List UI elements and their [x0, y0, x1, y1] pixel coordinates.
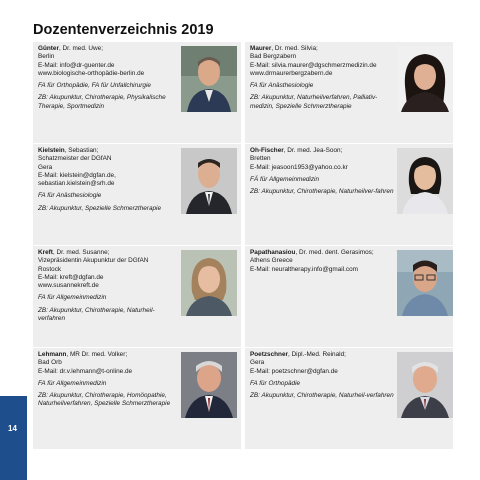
entry-zb: ZB: Akupunktur, Chirotherapie, Naturheil-verfahren — [38, 306, 155, 323]
entry-name: Kielstein — [38, 147, 65, 154]
entry-zb: ZB: Akupunktur, Chirotherapie, Physikalische Therapie, Sportmedizin — [38, 94, 166, 110]
portrait-photo — [181, 148, 237, 214]
page-title: Dozentenverzeichnis 2019 — [33, 22, 214, 38]
portrait-photo — [181, 352, 237, 418]
entry-name: Oh-Fischer — [250, 147, 284, 154]
entry-zb: ZB: Akupunktur, Chirotherapie, Homöopathie, Naturheilverfahren, Spezielle Schmerztherapie — [38, 392, 171, 408]
entry-title: , Dr. med. Uwe; — [58, 45, 103, 52]
entry-fa: FA für Anästhesiologie — [250, 82, 314, 90]
entry-email[interactable]: E-Mail: dr.v.lehmann@t-online.de — [38, 367, 133, 375]
entry-fa: FA für Orthopädie — [250, 379, 301, 387]
entry-line: Bretten — [250, 155, 271, 163]
entry-line: Rostock — [38, 265, 62, 273]
entry-website[interactable]: www.biologische-orthopädie-berlin.de — [38, 69, 145, 77]
entry-email[interactable]: E-Mail: kielstein@dgfan.de, — [38, 171, 116, 179]
directory-entry — [33, 144, 241, 245]
entry-fa: FA für Allgemeinmedizin — [38, 379, 107, 387]
entry-zb: ZB: Akupunktur, Naturheilverfahren, Palliativ-medizin, Spezielle Schmerztherapie — [250, 94, 378, 110]
entry-name: Maurer — [250, 45, 272, 52]
entry-zb: ZB: Akupunktur, Chirotherapie, Naturheilver-fahren — [250, 188, 394, 196]
entry-name: Poetzschner — [250, 351, 289, 358]
entry-name: Papathanasiou — [250, 249, 296, 256]
directory-entry — [245, 246, 453, 347]
entry-website[interactable]: www.drmaurerbergzabern.de — [250, 69, 333, 77]
portrait-photo — [397, 148, 453, 214]
directory-entry — [33, 42, 241, 143]
entry-title: , Dr. med. Susanne; — [52, 249, 110, 256]
entry-title: , MR Dr. med. Volker; — [66, 351, 128, 358]
entry-line: Bad Bergzabern — [250, 53, 297, 61]
page-number: 14 — [8, 424, 17, 433]
entry-line: Berlin — [38, 53, 55, 61]
entry-name: Lehmann — [38, 351, 67, 358]
portrait-photo — [181, 250, 237, 316]
page-tab — [0, 396, 27, 480]
entry-email[interactable]: E-Mail: jeasoon1953@yahoo.co.kr — [250, 163, 348, 171]
directory-entry — [245, 144, 453, 245]
entry-line: Vizepräsidentin Akupunktur der DGfAN — [38, 257, 149, 265]
entry-name: Günter — [38, 45, 59, 52]
entry-fa: FA für Anästhesiologie — [38, 192, 102, 200]
entry-email[interactable]: E-Mail: neuraltherapy.info@gmail.com — [250, 265, 358, 273]
entry-title: , Sebastian; — [64, 147, 99, 154]
entry-name: Kreft — [38, 249, 53, 256]
entry-line: Schatzmeister der DGfAN — [38, 155, 112, 163]
directory-entry — [245, 42, 453, 143]
entry-fa: FÄ für Allgemeinmedizin — [250, 175, 320, 183]
directory-entry — [33, 246, 241, 347]
entry-line: Athens Greece — [250, 257, 293, 265]
entry-title: , Dr. med. Jea-Soon; — [283, 147, 343, 154]
portrait-photo — [397, 250, 453, 316]
portrait-photo — [181, 46, 237, 112]
entry-zb: ZB: Akupunktur, Spezielle Schmerztherapie — [38, 204, 162, 212]
entry-fa: FA für Orthopädie, FA für Unfallchirurgie — [38, 82, 151, 90]
portrait-photo — [397, 352, 453, 418]
entry-website[interactable]: www.susannekreft.de — [38, 282, 99, 290]
entry-title: , Dr. med. dent. Gerasimos; — [295, 249, 374, 256]
entry-title: , Dr. med. Silvia; — [271, 45, 318, 52]
entry-email[interactable]: E-Mail: info@dr-guenter.de — [38, 61, 115, 69]
entry-email[interactable]: E-Mail: silvia.maurer@dgschmerzmedizin.de — [250, 61, 377, 69]
entry-fa: FA für Allgemeinmedizin — [38, 294, 107, 302]
entry-line: Gera — [250, 359, 265, 367]
entry-email[interactable]: E-Mail: kreft@dgfan.de — [38, 273, 104, 281]
entry-title: , Dipl.-Med. Reinald; — [288, 351, 346, 358]
portrait-photo — [397, 46, 453, 112]
entry-line: Gera — [38, 163, 53, 171]
entry-email[interactable]: sebastian.kielstein@srh.de — [38, 180, 115, 188]
entry-zb: ZB: Akupunktur, Chirotherapie, Naturheil-verfahren — [250, 392, 394, 400]
entry-email[interactable]: E-Mail: poetzschner@dgfan.de — [250, 367, 338, 375]
directory-entry — [33, 348, 241, 449]
directory-grid — [33, 42, 453, 450]
entry-line: Bad Orb — [38, 359, 62, 367]
directory-entry — [245, 348, 453, 449]
